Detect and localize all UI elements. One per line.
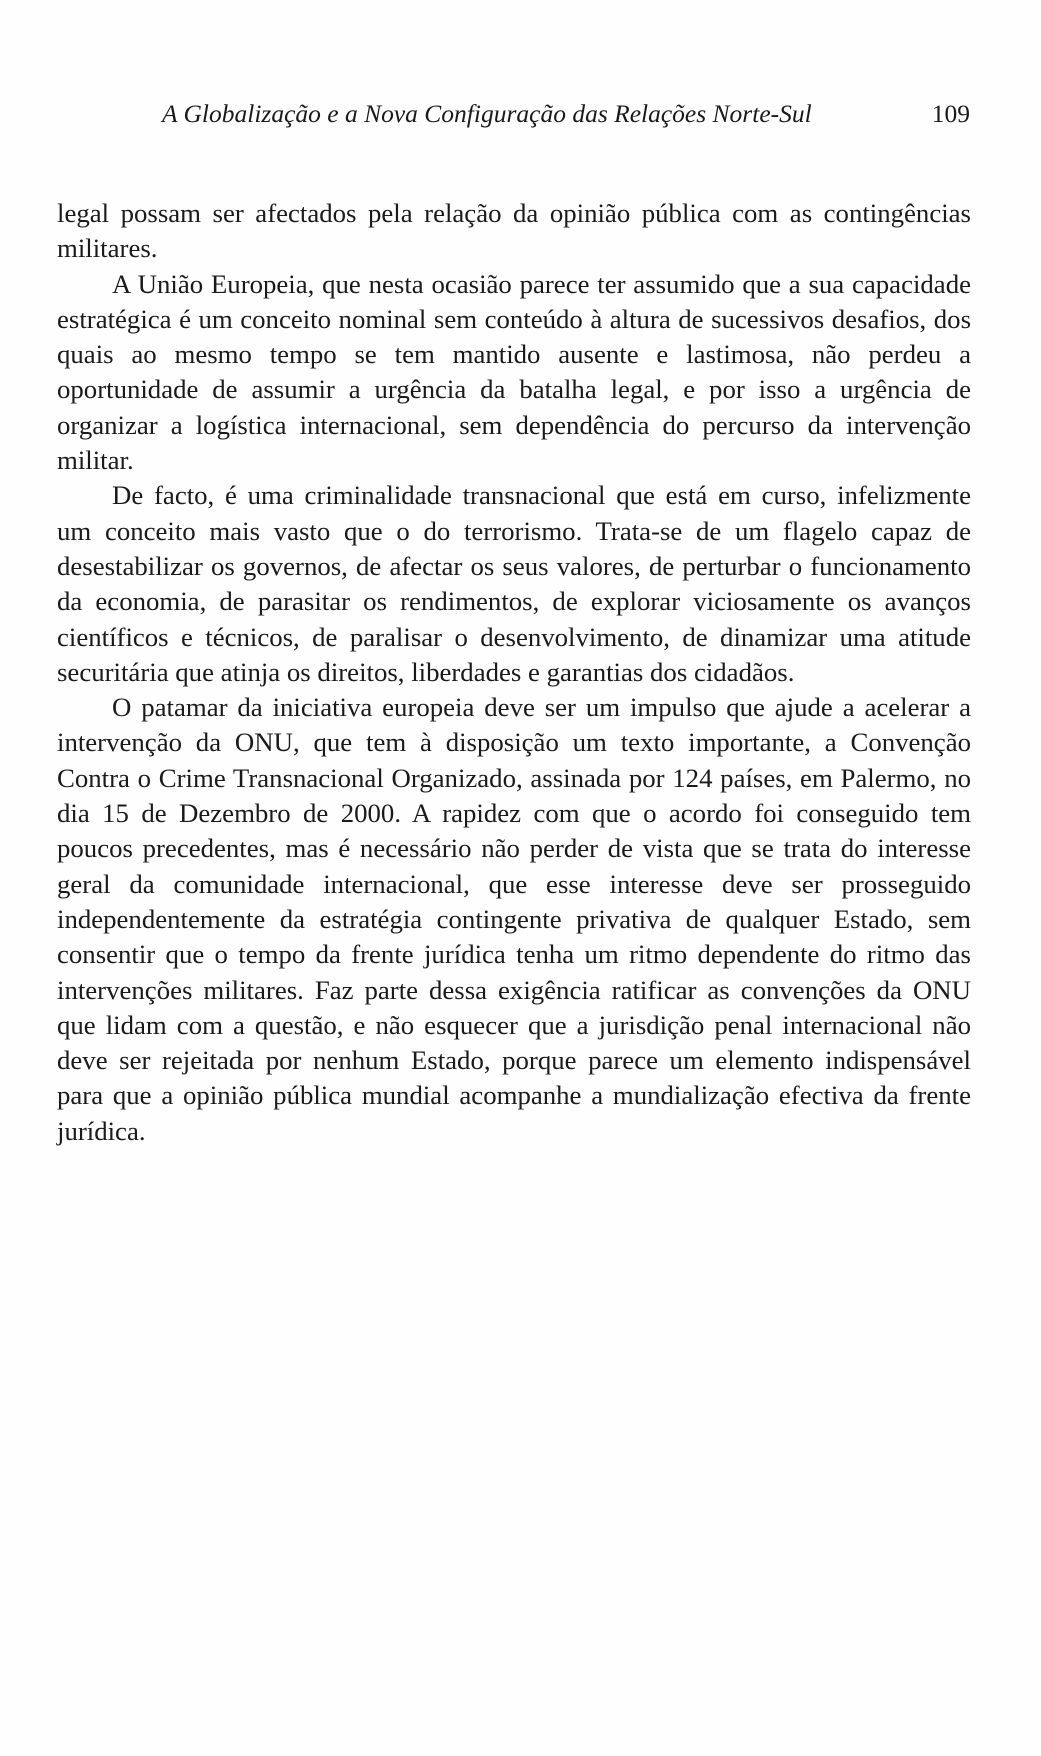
paragraph-iniciativa-europeia: O patamar da iniciativa europeia deve ser um impulso que ajude a acelerar a intervenção da ONU, que tem à disposição um texto importante, a Convenção Contra o Crime Transnacional Organizado, assinada por 124 países, em Palermo, no dia 15 de Dezembro de 2000. A rapidez com que o acordo foi conseguido tem poucos precedentes, mas é necessário não perder de vista que se trata do interesse geral da comunidade internacional, que esse interesse deve ser prosseguido independentemente da estratégia contingente privativa de qualquer Estado, sem consentir que o tempo da frente jurídica tenha um ritmo dependente do ritmo das intervenções militares. Faz parte dessa exigência ratificar as convenções da ONU que lidam com a questão, e não esquecer que a jurisdição penal internacional não deve ser rejeitada por nenhum Estado, porque parece um elemento indispensável para que a opinião pública mundial acompanhe a mundialização efectiva da frente jurídica.	[57, 692, 971, 1146]
page-number: 109	[931, 99, 970, 128]
paragraph-criminalidade-transnacional: De facto, é uma criminalidade transnacional que está em curso, infelizmente um conceito mais vasto que o do terrorismo. Trata-se de um flagelo capaz de desestabilizar os governos, de afectar os seus valores, de perturbar o funcionamento da economia, de parasitar os rendimentos, de explorar viciosamente os avanços científicos e técnicos, de paralisar o desenvolvimento, de dinamizar uma atitude securitária que atinja os direitos, liberdades e garantias dos cidadãos.	[57, 480, 971, 687]
running-title: A Globalização e a Nova Configuração das Relações Norte-Sul	[162, 99, 812, 128]
running-head	[58, 98, 970, 130]
paragraph-uniao-europeia: A União Europeia, que nesta ocasião parece ter assumido que a sua capacidade estratégica é um conceito nominal sem conteúdo à altura de sucessivos desafios, dos quais ao mesmo tempo se tem mantido ausente e lastimosa, não perdeu a oportunidade de assumir a urgência da batalha legal, e por isso a urgência de organizar a logística internacional, sem dependência do percurso da intervenção militar.	[57, 268, 971, 476]
body-text	[57, 196, 971, 1149]
paragraph-continuation: legal possam ser afectados pela relação da opinião pública com as contingências militares.	[57, 198, 971, 264]
